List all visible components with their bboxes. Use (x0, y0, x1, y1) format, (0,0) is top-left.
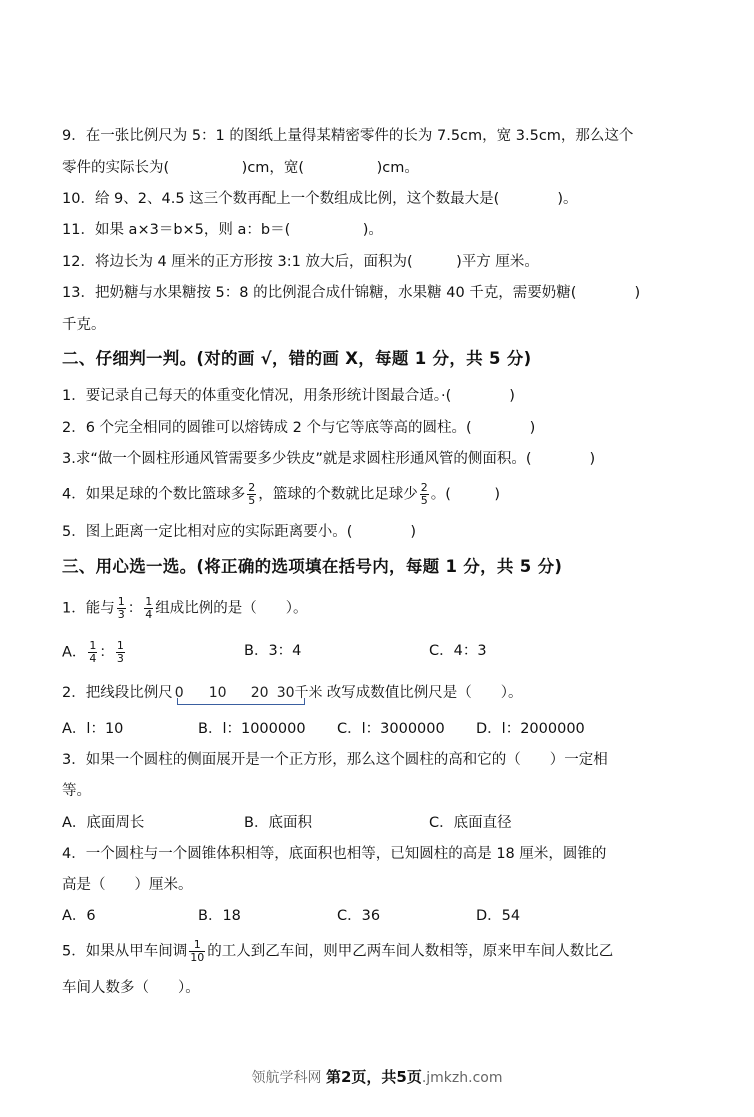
choice-q3-option-c: C．底面直径 (429, 815, 512, 831)
scale-label: 0 (174, 685, 184, 701)
section-3-title: 三、用心选一选。(将正确的选项填在括号内，每题 1 分，共 5 分) (62, 557, 563, 576)
question-13-line2: 千克。 (62, 317, 106, 333)
choice-q2-option-a: A．l：10 (62, 721, 124, 737)
choice-q4-option-a: A．6 (62, 908, 96, 924)
choice-question-3-line1: 3．如果一个圆柱的侧面展开是一个正方形，那么这个圆柱的高和它的（ ）一定相 (62, 752, 608, 768)
fraction-numerator: 1 (145, 595, 153, 608)
judge-question-5: 5．图上距离一定比相对应的实际距离要小。( ) (62, 524, 417, 540)
fraction-denominator: 3 (116, 652, 124, 665)
line-scale-bar (175, 678, 325, 708)
choice-q4-option-d: D．54 (476, 908, 521, 924)
fraction-denominator: 10 (190, 951, 205, 964)
watermark-text: 领航学科网 (251, 1070, 322, 1086)
fraction-numerator: 2 (420, 481, 428, 494)
choice-q4-option-b: B．18 (198, 908, 241, 924)
fraction-one-quarter (88, 640, 97, 665)
fraction-one-third (117, 596, 126, 621)
scale-label: 20 (250, 685, 269, 701)
section-2-title: 二、仔细判一判。(对的画 √，错的画 X，每题 1 分，共 5 分) (62, 349, 532, 368)
question-10: 10．给 9、2、4.5 这三个数再配上一个数组成比例，这个数最大是( )。 (62, 191, 578, 207)
choice-q5-text-post: 的工人到乙车间，则甲乙两车间人数相等，原来甲车间人数比乙 (207, 943, 614, 960)
question-13-line1: 13．把奶糖与水果糖按 5：8 的比例混合成什锦糖，水果糖 40 千克，需要奶糖( ) (62, 285, 641, 301)
choice-question-3-line2: 等。 (62, 783, 91, 799)
fraction-numerator: 1 (116, 639, 124, 652)
fraction-numerator: 1 (117, 595, 125, 608)
question-9-line2: 零件的实际长为( )cm，宽( )cm。 (62, 160, 419, 176)
watermark-url: .jmkzh.com (421, 1070, 503, 1086)
question-11: 11．如果 a×3＝b×5，则 a：b＝( )。 (62, 222, 383, 238)
choice-question-1 (62, 596, 307, 621)
judge-question-1: 1．要记录自己每天的体重变化情况，用条形统计图最合适。·( ) (62, 388, 515, 404)
fraction-one-quarter (144, 596, 153, 621)
choice-q3-option-b: B．底面积 (244, 815, 312, 831)
fraction-denominator: 4 (89, 652, 97, 665)
question-12: 12．将边长为 4 厘米的正方形按 3:1 放大后，面积为( )平方 厘米。 (62, 254, 539, 270)
judge-q4-text-mid: ，篮球的个数就比足球少 (258, 486, 418, 503)
fraction-denominator: 5 (248, 494, 256, 507)
choice-q1-text-post: 组成比例的是（ ）。 (155, 600, 308, 617)
choice-q1-option-c: C．4：3 (429, 643, 487, 659)
choice-question-2 (62, 678, 522, 708)
choice-q1-option-b: B．3：4 (244, 643, 302, 659)
fraction-denominator: 4 (145, 608, 153, 621)
fraction-denominator: 5 (420, 494, 428, 507)
choice-q1-text-pre: 1．能与 (62, 600, 115, 617)
fraction-one-third (116, 640, 125, 665)
fraction-two-fifths-2 (420, 482, 429, 507)
ratio-colon: ： (127, 600, 143, 617)
ratio-colon: ： (99, 644, 114, 661)
fraction-numerator: 2 (248, 481, 256, 494)
choice-q2-option-c: C．l：3000000 (337, 721, 445, 737)
page-footer (0, 1066, 754, 1087)
choice-question-5-line2: 车间人数多（ ）。 (62, 980, 200, 996)
fraction-one-tenth (189, 939, 205, 964)
choice-q5-text-pre: 5．如果从甲车间调 (62, 943, 188, 960)
choice-q2-option-b: B．l：1000000 (198, 721, 306, 737)
page-number: 第2页，共5页 (325, 1068, 422, 1086)
scale-label: 30千米 (276, 685, 323, 701)
choice-q2-text-post: 改写成数值比例尺是（ ）。 (326, 685, 523, 701)
judge-question-2: 2．6 个完全相同的圆锥可以熔铸成 2 个与它等底等高的圆柱。( ) (62, 420, 536, 436)
judge-q4-text-post: 。( ) (430, 486, 501, 503)
option-letter: A． (62, 644, 87, 661)
scale-bar-line (177, 698, 305, 705)
choice-q2-option-d: D．l：2000000 (476, 721, 585, 737)
fraction-two-fifths-1 (247, 482, 256, 507)
choice-q4-option-c: C．36 (337, 908, 381, 924)
choice-q1-option-a (62, 640, 127, 665)
choice-q3-option-a: A．底面周长 (62, 815, 145, 831)
scale-label: 10 (208, 685, 227, 701)
choice-q2-text-pre: 2．把线段比例尺 (62, 685, 173, 701)
choice-question-4-line2: 高是（ ）厘米。 (62, 877, 193, 893)
judge-q4-text-pre: 4．如果足球的个数比篮球多 (62, 486, 246, 503)
choice-question-5-line1 (62, 939, 613, 964)
fraction-denominator: 3 (117, 608, 125, 621)
fraction-numerator: 1 (189, 939, 205, 952)
choice-question-4-line1: 4．一个圆柱与一个圆锥体积相等，底面积也相等，已知圆柱的高是 18 厘米，圆锥的 (62, 846, 607, 862)
judge-question-4 (62, 482, 500, 507)
judge-question-3: 3.求“做一个圆柱形通风管需要多少铁皮”就是求圆柱形通风管的侧面积。( ) (62, 451, 596, 467)
fraction-numerator: 1 (89, 639, 97, 652)
question-9-line1: 9．在一张比例尺为 5：1 的图纸上量得某精密零件的长为 7.5cm，宽 3.5cm，那么这个 (62, 128, 634, 144)
